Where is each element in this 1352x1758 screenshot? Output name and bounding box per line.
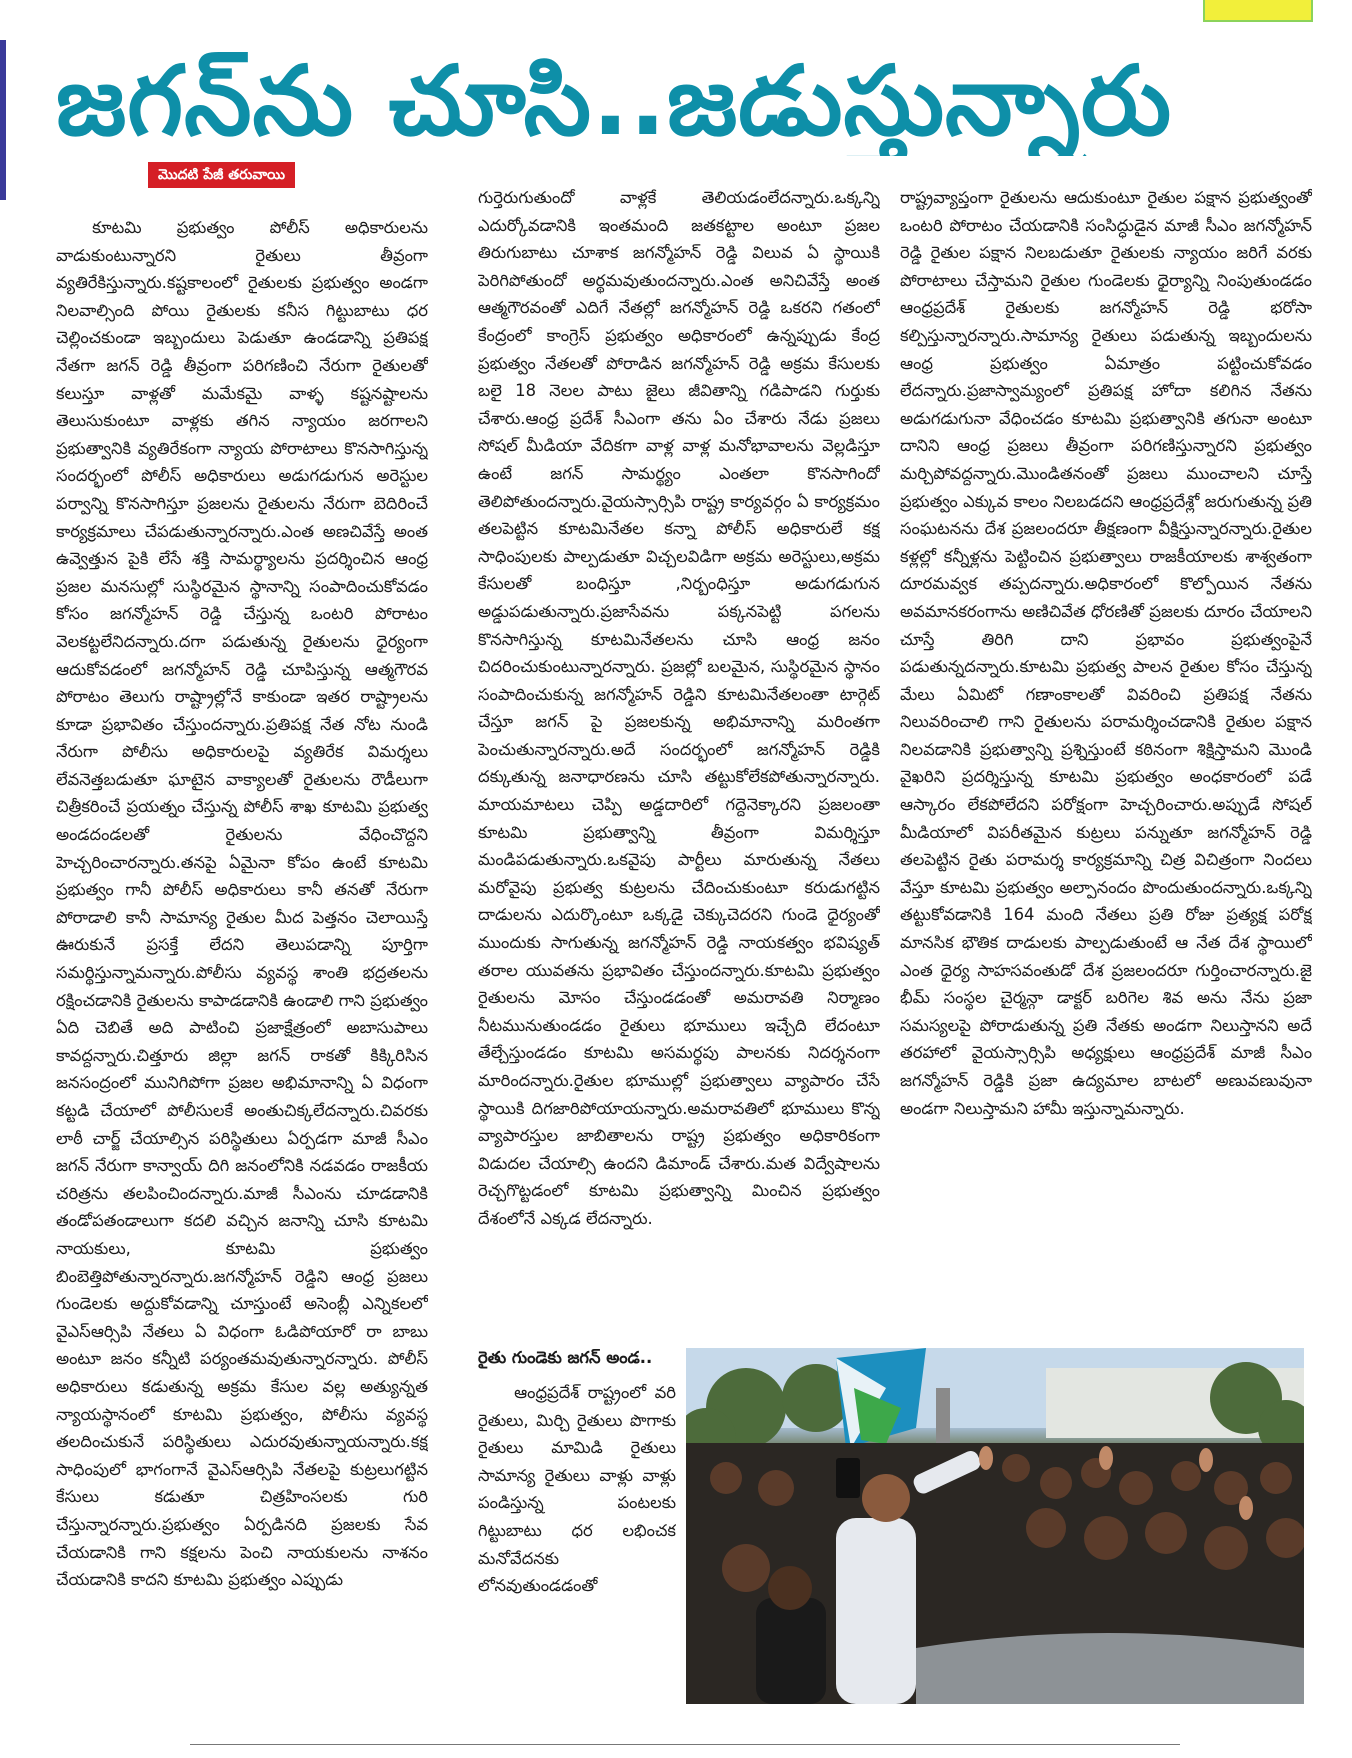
continued-from-front-page-label: మొదటి పేజీ తరువాయి — [148, 162, 295, 188]
article-column-2-continued — [478, 1344, 676, 1708]
article-column-2 — [478, 184, 880, 1332]
column-2b-text: ఆంధ్రప్రదేశ్ రాష్ట్రంలో వరి రైతులు, మిర్చి రైతులు పొగాకు రైతులు మామిడి రైతులు సామాన్య రైతులు వాళ్లు వాళ్లు పండిస్తున్న పంటలకు గిట్టుబాటు ధర లభించక మనోవేదనకు లోనవుతుండడంతో — [478, 1383, 676, 1596]
headline: జగన్‌ను చూసి..జడుస్తున్నారు — [56, 46, 1173, 156]
article-column-3 — [900, 184, 1312, 1348]
footer-rule — [190, 1744, 1180, 1745]
column-2-text: గుర్తెరుగుతుందో వాళ్లకే తెలియడంలేదన్నారు.ఒక్కన్ని ఎదుర్కోవడానికి ఇంతమంది జతకట్టాల అంటూ ప్రజల తిరుగుబాటు చూశాక జగన్మోహన్ రెడ్డి విలువ ఏ స్థాయికి పెరిగిపోతుందో అర్థమవుతుందన్నారు.ఎంత అనిచివేస్తే అంత ఆత్మగౌరవంతో ఎదిగే నేతల్లో జగన్మోహన్ రెడ్డి ఒకరని గతంలో కేంద్రంలో కాంగ్రెస్ ప్రభుత్వం అధికారంలో ఉన్నప్పుడు కేంద్ర ప్రభుత్వం నేతలతో పోరాడిన జగన్మోహన్ రెడ్డి అక్రమ కేసులకు బలై 18 నెలల పాటు జైలు జీవితాన్ని గడిపాడని గుర్తుకు చేశారు.ఆంధ్ర ప్రదేశ్ సీఎంగా తను ఏం చేశారు నేడు ప్రజలు సోషల్ మీడియా వేదికగా వాళ్ల వాళ్ల మనోభావాలను వెల్లడిస్తూ ఉంటే జగన్ సామర్థ్యం ఎంతలా కొనసాగిందో తెలిపోతుందన్నారు.వైయస్సార్సిపి రాష్ట్ర కార్యవర్గం ఏ కార్యక్రమం తలపెట్టిన కూటమినేతల కన్నా పోలీస్ అధికారులే కక్ష సాధింపులకు పాల్పడుతూ విచ్చలవిడిగా అక్రమ అరెస్టులు,అక్రమ కేసులతో బంధిస్తూ ,నిర్బంధిస్తూ అడుగడుగున అడ్డుపడుతున్నారు.ప్రజాసేవను పక్కనపెట్టి పగలను కొనసాగిస్తున్న కూటమినేతలను చూసి ఆంధ్ర జనం చిదరించుకుంటున్నారన్నారు. ప్రజల్లో బలమైన, సుస్థిరమైన స్థానం సంపాదించుకున్న జగన్మోహన్ రెడ్డిని కూటమినేతలంతా టార్గెట్ చేస్తూ జగన్ పై ప్రజలకున్న అభిమానాన్ని మరింతగా పెంచుతున్నారన్నారు.అదే సందర్భంలో జగన్మోహన్ రెడ్డికి దక్కుతున్న జనాధారణను చూసి తట్టుకోలేకపోతున్నారన్నారు. మాయమాటలు చెప్పి అడ్డదారిలో గద్దెనెక్కారని ప్రజలంతా కూటమి ప్రభుత్వాన్ని తీవ్రంగా విమర్శిస్తూ మండిపడుతున్నారు.ఒకవైపు పార్టీలు మారుతున్న నేతలు మరోవైపు ప్రభుత్వ కుట్రలను చేదించుకుంటూ కరుడుగట్టిన దాడులను ఎదుర్కొంటూ ఒక్కడై చెక్కుచెదరని గుండె ధైర్యంతో ముందుకు సాగుతున్న జగన్మోహన్ రెడ్డి నాయకత్వం భవిష్యత్ తరాల యువతను ప్రభావితం చేస్తుందన్నారు.కూటమి ప్రభుత్వం రైతులను మోసం చేస్తుండడంతో అమరావతి నిర్మాణం నీటమునుతుండడం రైతులు భూములు ఇచ్చేది లేదంటూ తేల్చేస్తుండడం కూటమి అసమర్థపు పాలనకు నిదర్శనంగా మారిందన్నారు.రైతుల భూముల్లో ప్రభుత్వాలు వ్యాపారం చేసే స్థాయికి దిగజారిపోయాయన్నారు.అమరావతిలో భూములు కొన్న వ్యాపారస్తుల జాబితాలను రాష్ట్ర ప్రభుత్వం అధికారికంగా విడుదల చేయాల్సి ఉందని డిమాండ్ చేశారు.మత విద్వేషాలను రెచ్చగొట్టడంలో కూటమి ప్రభుత్వాన్ని మించిన ప్రభుత్వం దేశంలోనే ఎక్కడ లేదన్నారు. — [478, 188, 880, 1228]
corner-tab — [1203, 0, 1313, 22]
crowd-selfie-illustration — [686, 1348, 1304, 1704]
subheading: రైతు గుండెకు జగన్ అండ.. — [478, 1348, 653, 1367]
column-1-text: కూటమి ప్రభుత్వం పోలీస్ అధికారులను వాడుకుంటున్నారని రైతులు తీవ్రంగా వ్యతిరేకిస్తున్నారు.కష్టకాలంలో రైతులకు ప్రభుత్వం అండగా నిలవాల్సింది పోయి రైతులకు కనీస గిట్టుబాటు ధర చెల్లించకుండా ఇబ్బందులు పెడుతూ ఉండడాన్ని ప్రతిపక్ష నేతగా జగన్ రెడ్డి తీవ్రంగా పరిగణించి నేరుగా రైతులతో కలుస్తూ వాళ్లతో మమేకమై వాళ్ళ కష్టనష్టాలను తెలుసుకుంటూ వాళ్లకు తగిన న్యాయం జరగాలని ప్రభుత్వానికి వ్యతిరేకంగా న్యాయ పోరాటాలు కొనసాగిస్తున్న సందర్భంలో పోలీస్ అధికారులు అడుగడుగున అరెస్టుల పర్వాన్ని కొనసాగిస్తూ ప్రజలను రైతులను నేరుగా బెదిరించే కార్యక్రమాలు చేపడుతున్నారన్నారు.ఎంత అణచివేస్తే అంత ఉవ్వెత్తున పైకి లేసే శక్తి సామర్థ్యాలను ప్రదర్శించిన ఆంధ్ర ప్రజల మనసుల్లో సుస్థిరమైన స్థానాన్ని సంపాదించుకోవడం కోసం జగన్మోహన్ రెడ్డి చేస్తున్న ఒంటరి పోరాటం వెలకట్టలేనిదన్నారు.దగా పడుతున్న రైతులను ధైర్యంగా ఆదుకోవడంలో జగన్మోహన్ రెడ్డి చూపిస్తున్న ఆత్మగౌరవ పోరాటం తెలుగు రాష్ట్రాల్లోనే కాకుండా ఇతర రాష్ట్రాలను కూడా ప్రభావితం చేస్తుందన్నారు.ప్రతిపక్ష నేత నోట నుండి నేరుగా పోలీసు అధికారులపై వ్యతిరేక విమర్శలు లేవనెత్తబడుతూ ఘాటైన వాక్యాలతో రైతులను రౌడీలుగా చిత్రీకరించే ప్రయత్నం చేస్తున్న పోలీస్ శాఖ కూటమి ప్రభుత్వ అండదండలతో రైతులను వేధించొద్దని హెచ్చరించారన్నారు.తనపై ఏమైనా కోపం ఉంటే కూటమి ప్రభుత్వం గానీ పోలీస్ అధికారులు కానీ తనతో నేరుగా పోరాడాలి కానీ సామాన్య రైతుల మీద పెత్తనం చెలాయిస్తే ఊరుకునే ప్రసక్తే లేదని తెలుపడాన్ని పూర్తిగా సమర్థిస్తున్నామన్నారు.పోలీసు వ్యవస్థ శాంతి భద్రతలను రక్షించడానికి రైతులను కాపాడడానికి ఉండాలి గాని ప్రభుత్వం ఏది చెబితే అది పాటించి ప్రజాక్షేత్రంలో అబాసుపాలు కావద్దన్నారు.చిత్తూరు జిల్లా జగన్ రాకతో కిక్కిరిసిన జనసంద్రంలో మునిగిపోగా ప్రజల అభిమానాన్ని ఏ విధంగా కట్టడి చేయాలో పోలీసులకే అంతుచిక్కలేదన్నారు.చివరకు లాఠీ చార్జ్ చేయాల్సిన పరిస్థితులు ఏర్పడగా మాజీ సీఎం జగన్ నేరుగా కాన్వాయ్ దిగి జనంలోనికి నడవడం రాజకీయ చరిత్రను తలపించిందన్నారు.మాజీ సీఎంను చూడడానికి తండోపతండాలుగా కదలి వచ్చిన జనాన్ని చూసి కూటమి నాయకులు, కూటమి ప్రభుత్వం బింబెత్తిపోతున్నారన్నారు.జగన్మోహన్ రెడ్డిని ఆంధ్ర ప్రజలు గుండెలకు అద్దుకోవడాన్ని చూస్తుంటే అసెంబ్లీ ఎన్నికలలో వైఎస్ఆర్సిపి నేతలు ఏ విధంగా ఓడిపోయారో రా బాబు అంటూ జనం కన్నీటి పర్యంతమవుతున్నారన్నారు. పోలీస్ అధికారులు కడుతున్న అక్రమ కేసుల వల్ల అత్యున్నత న్యాయస్థానంలో కూటమి ప్రభుత్వం, పోలీసు వ్యవస్థ తలదించుకునే పరిస్థితులు ఎదురవుతున్నాయన్నారు.కక్ష సాధింపులో భాగంగానే వైఎస్ఆర్సిపి నేతలపై కుట్రలుగట్టిన కేసులు కడుతూ చిత్రహింసలకు గురి చేస్తున్నారన్నారు.ప్రభుత్వం ఏర్పడినది ప్రజలకు సేవ చేయడానికి గాని కక్షలను పెంచి నాయకులను నాశనం చేయడానికి కాదని కూటమి ప్రభుత్వం ఎప్పుడు — [56, 218, 428, 1590]
article-column-1 — [56, 214, 428, 1708]
left-margin-rule — [0, 40, 6, 200]
column-3-text: రాష్ట్రవ్యాప్తంగా రైతులను ఆదుకుంటూ రైతుల పక్షాన ప్రభుత్వంతో ఒంటరి పోరాటం చేయడానికి సంసిద్ధుడైన మాజీ సీఎం జగన్మోహన్ రెడ్డి రైతుల పక్షాన నిలబడుతూ రైతులకు న్యాయం జరిగే వరకు పోరాటాలు చేస్తామని రైతుల గుండెలకు ధైర్యాన్ని నింపుతుండడం ఆంధ్రప్రదేశ్ రైతులకు జగన్మోహన్ రెడ్డి భరోసా కల్పిస్తున్నారన్నారు.సామాన్య రైతులు పడుతున్న ఇబ్బందులను ఆంధ్ర ప్రభుత్వం ఏమాత్రం పట్టించుకోవడం లేదన్నారు.ప్రజాస్వామ్యంలో ప్రతిపక్ష హోదా కలిగిన నేతను అడుగడుగునా వేధించడం కూటమి ప్రభుత్వానికి తగునా అంటూ దానిని ఆంధ్ర ప్రజలు తీవ్రంగా పరిగణిస్తున్నారని ప్రభుత్వం మర్చిపోవద్దన్నారు.మొండితనంతో ప్రజలు ముంచాలని చూస్తే ప్రభుత్వం ఎక్కువ కాలం నిలబడదని ఆంధ్రప్రదేశ్లో జరుగుతున్న ప్రతి సంఘటనను దేశ ప్రజలందరూ తీక్షణంగా వీక్షిస్తున్నారన్నారు.రైతుల కళ్లల్లో కన్నీళ్లను పెట్టించిన ప్రభుత్వాలు రాజకీయాలకు శాశ్వతంగా దూరమవ్వక తప్పదన్నారు.అధికారంలో కొల్పోయిన నేతను అవమానకరంగాను అణిచివేత ధోరణితో ప్రజలకు దూరం చేయాలని చూస్తే తిరిగి దాని ప్రభావం ప్రభుత్వంపైనే పడుతున్నదన్నారు.కూటమి ప్రభుత్వ పాలన రైతుల కోసం చేస్తున్న మేలు ఏమిటో గణాంకాలతో వివరించి ప్రతిపక్ష నేతను నిలువరించాలి గాని రైతులను పరామర్శించడానికి రైతుల పక్షాన నిలవడానికి ప్రభుత్వాన్ని ప్రశ్నిస్తుంటే కఠినంగా శిక్షిస్తామని మొండి వైఖరిని ప్రదర్శిస్తున్న కూటమి ప్రభుత్వం అంధకారంలో పడే ఆస్కారం లేకపోలేదని పరోక్షంగా హెచ్చరించారు.అప్పుడే సోషల్ మీడియాలో విపరీతమైన కుట్రలు పన్నుతూ జగన్మోహన్ రెడ్డి తలపెట్టిన రైతు పరామర్శ కార్యక్రమాన్ని చిత్ర విచిత్రంగా నిందలు వేస్తూ కూటమి ప్రభుత్వం అల్పానందం పొందుతుందన్నారు.ఒక్కన్ని తట్టుకోవడానికి 164 మంది నేతలు ప్రతి రోజు ప్రత్యక్ష పరోక్ష మానసిక భౌతిక దాడులకు పాల్పడుతుంటే ఆ నేత దేశ స్థాయిలో ఎంత ధైర్య సాహసవంతుడో దేశ ప్రజలందరూ గుర్తించారన్నారు.జై భీమ్ సంస్థల చైర్మన్గా డాక్టర్ బరిగెల శివ అను నేను ప్రజా సమస్యలపై పోరాడుతున్న ప్రతి నేతకు అండగా నిలుస్తానని అదే తరహాలో వైయస్సార్సిపి అధ్యక్షులు ఆంధ్రప్రదేశ్ మాజీ సీఎం జగన్మోహన్ రెడ్డికి ప్రజా ఉద్యమాల బాటలో అణువణువునా అండగా నిలుస్తామని హామీ ఇస్తున్నామన్నారు. — [900, 188, 1312, 1118]
rally-photo — [686, 1348, 1304, 1704]
